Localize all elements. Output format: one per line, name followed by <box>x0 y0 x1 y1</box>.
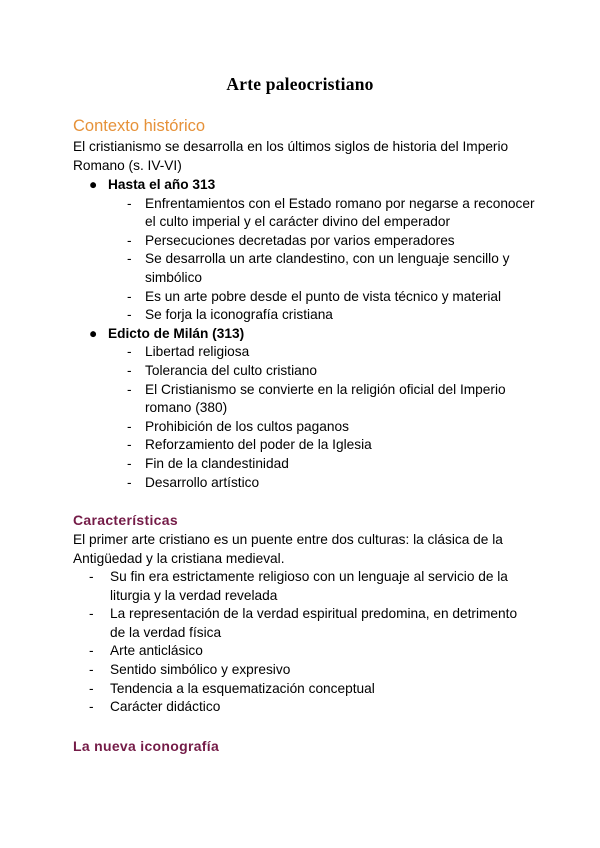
list-item: - Fin de la clandestinidad <box>73 455 535 474</box>
list-item: - Se desarrolla un arte clandestino, con un lenguaje sencillo y simbólico <box>127 251 510 285</box>
bullet-dot-icon: ● <box>89 325 98 341</box>
list-item: - Enfrentamientos con el Estado romano por negarse a reconocer el culto imperial y el carácter divino del emperador <box>127 195 535 230</box>
list-item: - El Cristianismo se convierte en la religión oficial del Imperio romano (380) <box>127 381 506 416</box>
dash-icon: - <box>127 251 132 267</box>
dash-icon: - <box>127 362 132 378</box>
list-item: - Se forja la iconografía cristiana <box>73 306 535 325</box>
dash-icon: - <box>89 699 94 715</box>
list-item: - Persecuciones decretadas por varios emperadores <box>73 232 535 251</box>
dash-icon: - <box>89 569 94 584</box>
contexto-bullet-list <box>73 176 543 492</box>
list-item: - Sentido simbólico y expresivo <box>73 661 530 680</box>
bullet-dot-icon: ● <box>89 177 98 192</box>
dash-icon: - <box>89 606 94 622</box>
dash-icon: - <box>89 680 94 696</box>
dash-icon: - <box>127 381 132 397</box>
caracteristicas-intro: El primer arte cristiano es un puente entre dos culturas: la clásica de la Antigüedad y la cristiana medieval. <box>73 532 503 566</box>
list-item: - Tendencia a la esquematización conceptual <box>73 680 530 699</box>
dash-icon: - <box>127 455 132 471</box>
bullet-label: Edicto de Milán (313) <box>108 325 245 341</box>
section-heading-caracteristicas: Características <box>73 512 178 528</box>
sublist-hasta-313 <box>73 195 543 325</box>
dash-icon: - <box>127 307 132 323</box>
list-item: - Tolerancia del culto cristiano <box>73 362 535 381</box>
list-item: - Arte anticlásico <box>73 642 530 661</box>
bullet-label: Hasta el año 313 <box>108 177 216 192</box>
dash-icon: - <box>127 474 132 490</box>
dash-icon: - <box>127 232 132 248</box>
list-item: - Es un arte pobre desde el punto de vista técnico y material <box>73 288 535 307</box>
dash-icon: - <box>127 418 132 434</box>
section-heading-iconografia: La nueva iconografía <box>73 738 220 754</box>
dash-icon: - <box>127 344 132 360</box>
list-item: - Carácter didáctico <box>73 698 530 717</box>
list-item: - Prohibición de los cultos paganos <box>73 418 535 437</box>
list-item: - Reforzamiento del poder de la Iglesia <box>73 436 535 455</box>
sublist-edicto-milan <box>73 343 543 492</box>
dash-icon: - <box>127 195 132 211</box>
dash-icon: - <box>89 643 94 659</box>
bullet-hasta-313 <box>73 176 543 325</box>
contexto-intro: El cristianismo se desarrolla en los últimos siglos de historia del Imperio Romano (s. IV-VI) <box>73 139 509 173</box>
dash-icon: - <box>127 288 132 304</box>
dash-icon: - <box>89 661 94 677</box>
list-item: - Desarrollo artístico <box>73 474 535 493</box>
list-item: - Libertad religiosa <box>73 343 535 362</box>
document-title: Arte paleocristiano <box>226 74 374 94</box>
list-item: - Su fin era estrictamente religioso con un lenguaje al servicio de la liturgia y la verdad revelada <box>89 569 508 603</box>
caracteristicas-list <box>73 568 533 717</box>
bullet-edicto-milan <box>73 325 543 492</box>
list-item: - La representación de la verdad espiritual predomina, en detrimento de la verdad física <box>89 606 518 640</box>
dash-icon: - <box>127 437 132 453</box>
section-heading-contexto: Contexto histórico <box>73 117 206 135</box>
